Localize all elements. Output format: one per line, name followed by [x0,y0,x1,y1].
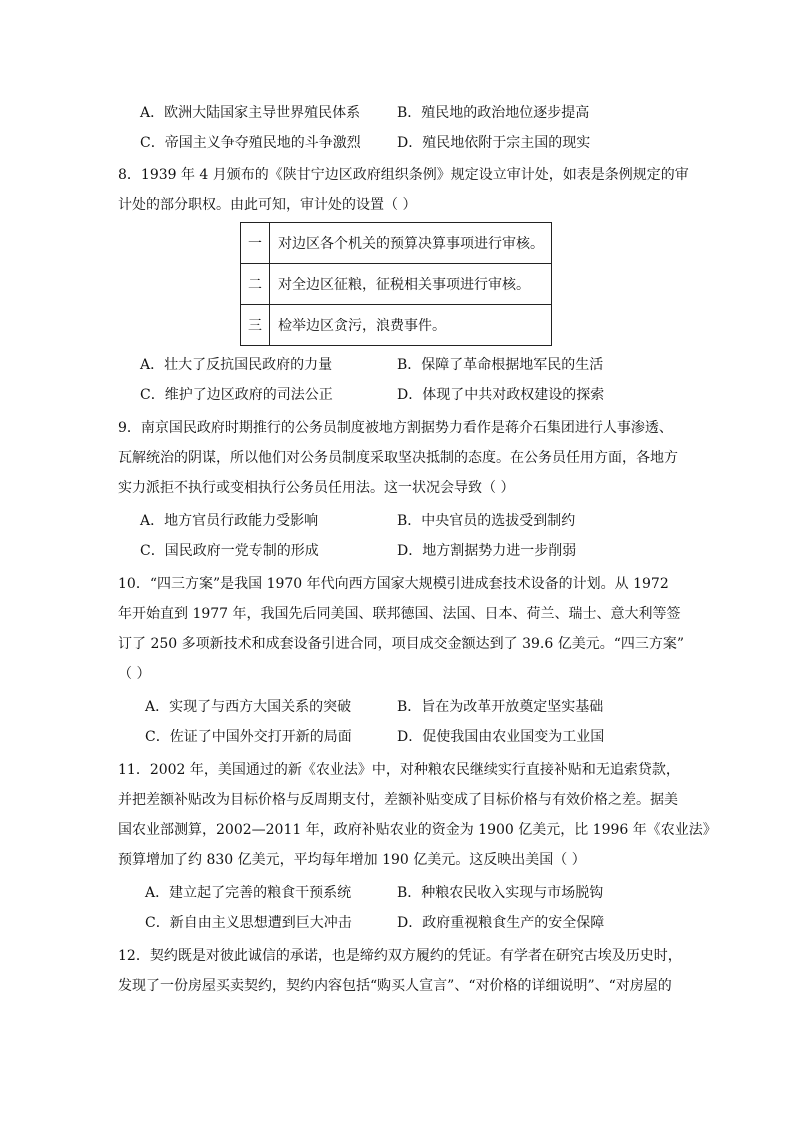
q9-option-c: C．国民政府一党专制的形成 [140,543,319,559]
audit-duties-table [240,222,552,346]
q11-option-c: C．新自由主义思想遭到巨大冲击 [145,915,352,931]
q11-option-a: A．建立起了完善的粮食干预系统 [145,885,352,901]
q10-stem-line-2: 年开始直到 1977 年，我国先后同美国、联邦德国、法国、日本、荷兰、瑞士、意大利等签 [118,606,681,622]
q8-option-c: C．维护了边区政府的司法公正 [140,387,333,403]
q9-option-a: A．地方官员行政能力受影响 [140,513,319,529]
q9-option-d: D．地方割据势力进一步削弱 [397,543,577,559]
q12-stem-line-2: 发现了一份房屋买卖契约，契约内容包括“购买人宣言”、“对价格的详细说明”、“对房屋的 [118,978,672,994]
q10-stem-line-3: 订了 250 多项新技术和成套设备引进合同，项目成交金额达到了 39.6 亿美元。“四三方案” [118,636,685,652]
q7-option-d: D．殖民地依附于宗主国的现实 [397,135,591,151]
q8-option-a: A．壮大了反抗国民政府的力量 [140,357,333,373]
q7-option-c: C．帝国主义争夺殖民地的斗争激烈 [140,135,361,151]
q7-option-b: B．殖民地的政治地位逐步提高 [397,105,590,121]
q11-option-d: D．政府重视粮食生产的安全保障 [397,915,605,931]
q12-stem-line-1: 12．契约既是对彼此诚信的承诺，也是缔约双方履约的凭证。有学者在研究古埃及历史时， [118,948,682,964]
table-row-number: 一 [241,223,270,264]
q10-option-d: D．促使我国由农业国变为工业国 [397,729,605,745]
table-row [241,223,552,264]
q10-stem-line-4: （ ） [118,666,151,682]
q11-option-b: B．种粮农民收入实现与市场脱钩 [397,885,604,901]
q8-stem-line-1: 8．1939 年 4 月颁布的《陕甘宁边区政府组织条例》规定设立审计处，如表是条例规定的审 [118,167,689,183]
table-row [241,264,552,305]
q11-stem-line-2: 并把差额补贴改为目标价格与反周期支付，差额补贴变成了目标价格与有效价格之差。据美 [118,792,678,808]
table-row-text: 检举边区贪污，浪费事件。 [270,305,552,346]
q8-option-d: D．体现了中共对政权建设的探索 [397,387,605,403]
q10-option-a: A．实现了与西方大国关系的突破 [145,699,352,715]
table-row-text: 对边区各个机关的预算决算事项进行审核。 [270,223,552,264]
q7-option-a: A．欧洲大陆国家主导世界殖民体系 [140,105,361,121]
q10-option-c: C．佐证了中国外交打开新的局面 [145,729,352,745]
q11-stem-line-1: 11．2002 年，美国通过的新《农业法》中，对种粮农民继续实行直接补贴和无追索贷款， [118,762,680,778]
q9-stem-line-3: 实力派拒不执行或变相执行公务员任用法。这一状况会导致（ ） [118,480,515,496]
table-row-number: 三 [241,305,270,346]
q9-stem-line-1: 9．南京国民政府时期推行的公务员制度被地方割据势力看作是蒋介石集团进行人事渗透、 [118,420,673,436]
table-row-text: 对全边区征粮，征税相关事项进行审核。 [270,264,552,305]
table-row-number: 二 [241,264,270,305]
q10-stem-line-1: 10．“四三方案”是我国 1970 年代向西方国家大规模引进成套技术设备的计划。从 1972 [118,576,669,592]
q8-option-b: B．保障了革命根据地军民的生活 [397,357,604,373]
q10-option-b: B．旨在为改革开放奠定坚实基础 [397,699,604,715]
q9-stem-line-2: 瓦解统治的阴谋，所以他们对公务员制度采取坚决抵制的态度。在公务员任用方面，各地方 [118,450,678,466]
q11-stem-line-3: 国农业部测算，2002—2011 年，政府补贴农业的资金为 1900 亿美元，比 1996 年《农业法》 [118,822,717,838]
table-row [241,305,552,346]
q9-option-b: B．中央官员的选拔受到制约 [397,513,576,529]
q11-stem-line-4: 预算增加了约 830 亿美元，平均每年增加 190 亿美元。这反映出美国（ ） [118,852,586,868]
q8-stem-line-2: 计处的部分职权。由此可知，审计处的设置（ ） [118,197,417,213]
